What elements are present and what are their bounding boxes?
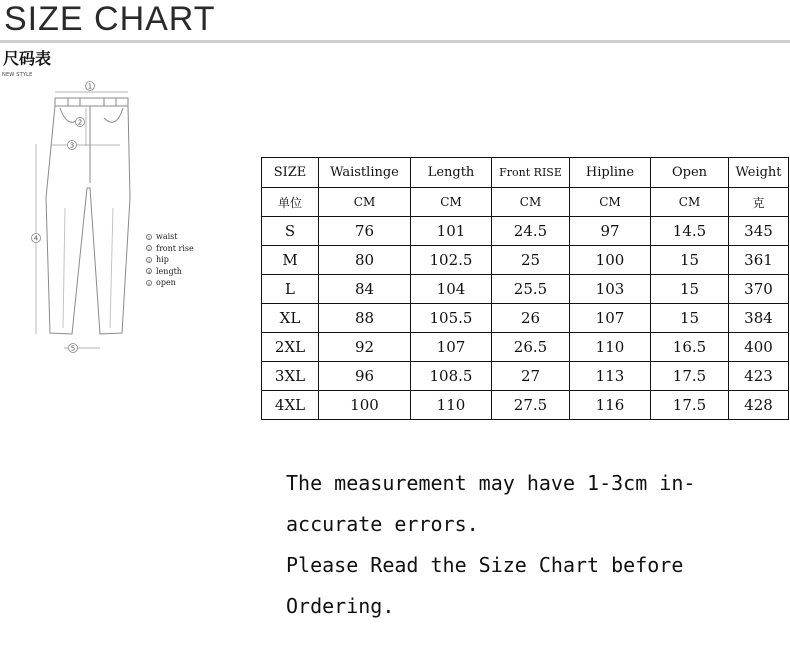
table-cell: 423 bbox=[729, 362, 789, 391]
chinese-subtitle: 尺码表 bbox=[3, 49, 52, 68]
legend-label: open bbox=[156, 278, 176, 287]
table-cell: 80 bbox=[319, 246, 411, 275]
table-cell: 27 bbox=[492, 362, 570, 391]
table-units-row bbox=[262, 188, 789, 217]
legend-label: hip bbox=[156, 255, 169, 264]
legend-label: length bbox=[156, 266, 182, 276]
unit-cell: CM bbox=[570, 188, 651, 217]
note-line: accurate errors. bbox=[286, 512, 479, 536]
table-cell: 400 bbox=[729, 333, 789, 362]
table-cell: 92 bbox=[319, 333, 411, 362]
table-cell: 97 bbox=[570, 217, 651, 246]
column-header: Hipline bbox=[570, 158, 651, 188]
column-header: Open bbox=[651, 158, 729, 188]
table-cell: 384 bbox=[729, 304, 789, 333]
column-header: SIZE bbox=[262, 158, 319, 188]
legend-marker-icon: 4 bbox=[147, 269, 151, 275]
table-cell: 361 bbox=[729, 246, 789, 275]
table-cell: 113 bbox=[570, 362, 651, 391]
table-cell: 4XL bbox=[262, 391, 319, 420]
table-cell: 116 bbox=[570, 391, 651, 420]
table-cell: 3XL bbox=[262, 362, 319, 391]
table-cell: 110 bbox=[570, 333, 651, 362]
table-cell: M bbox=[262, 246, 319, 275]
column-header: Length bbox=[411, 158, 492, 188]
table-cell: 15 bbox=[651, 304, 729, 333]
table-cell: 25.5 bbox=[492, 275, 570, 304]
note-line: The measurement may have 1-3cm in- bbox=[286, 471, 696, 495]
table-row bbox=[262, 275, 789, 304]
table-row bbox=[262, 246, 789, 275]
svg-text:5: 5 bbox=[70, 344, 76, 353]
table-cell: 2XL bbox=[262, 333, 319, 362]
table-cell: 88 bbox=[319, 304, 411, 333]
pants-diagram bbox=[20, 78, 145, 360]
table-cell: 107 bbox=[411, 333, 492, 362]
table-cell: 102.5 bbox=[411, 246, 492, 275]
legend-label: front rise bbox=[156, 243, 194, 253]
title-divider bbox=[0, 40, 790, 43]
svg-text:1: 1 bbox=[87, 82, 93, 91]
size-table bbox=[261, 157, 789, 420]
table-row bbox=[262, 391, 789, 420]
unit-cell: CM bbox=[492, 188, 570, 217]
table-cell: 96 bbox=[319, 362, 411, 391]
legend-item-front-rise bbox=[146, 243, 194, 255]
table-cell: 76 bbox=[319, 217, 411, 246]
measurement-note bbox=[286, 467, 695, 631]
pants-waistband bbox=[55, 98, 128, 106]
legend-marker-icon: 3 bbox=[147, 257, 151, 263]
note-line: Ordering. bbox=[286, 594, 395, 618]
page-title: SIZE CHART bbox=[4, 0, 216, 38]
table-cell: XL bbox=[262, 304, 319, 333]
table-row bbox=[262, 217, 789, 246]
table-cell: 110 bbox=[411, 391, 492, 420]
legend-marker-icon: 2 bbox=[147, 246, 151, 252]
table-header-row bbox=[262, 158, 789, 188]
table-cell: 15 bbox=[651, 275, 729, 304]
unit-cell: CM bbox=[411, 188, 492, 217]
legend-item-length bbox=[146, 266, 194, 278]
table-cell: 16.5 bbox=[651, 333, 729, 362]
unit-cell: CM bbox=[319, 188, 411, 217]
legend-item-waist bbox=[146, 231, 194, 243]
legend-marker-icon: 5 bbox=[147, 280, 151, 286]
table-cell: 370 bbox=[729, 275, 789, 304]
table-row bbox=[262, 333, 789, 362]
table-cell: 26.5 bbox=[492, 333, 570, 362]
measurement-legend bbox=[146, 231, 194, 289]
table-cell: 101 bbox=[411, 217, 492, 246]
table-cell: 17.5 bbox=[651, 362, 729, 391]
style-tag: NEW STYLE bbox=[2, 72, 33, 78]
column-header: Waistlinge bbox=[319, 158, 411, 188]
table-cell: 345 bbox=[729, 217, 789, 246]
table-cell: 428 bbox=[729, 391, 789, 420]
table-row bbox=[262, 362, 789, 391]
note-line: Please Read the Size Chart before bbox=[286, 553, 684, 577]
table-cell: 105.5 bbox=[411, 304, 492, 333]
table-cell: S bbox=[262, 217, 319, 246]
legend-marker-icon: 1 bbox=[147, 234, 151, 240]
legend-label: waist bbox=[156, 232, 178, 241]
table-cell: 26 bbox=[492, 304, 570, 333]
svg-text:4: 4 bbox=[33, 234, 39, 243]
legend-item-hip bbox=[146, 254, 194, 266]
table-cell: 14.5 bbox=[651, 217, 729, 246]
table-cell: 104 bbox=[411, 275, 492, 304]
table-cell: 24.5 bbox=[492, 217, 570, 246]
table-cell: 108.5 bbox=[411, 362, 492, 391]
table-cell: 25 bbox=[492, 246, 570, 275]
table-cell: 84 bbox=[319, 275, 411, 304]
table-cell: 17.5 bbox=[651, 391, 729, 420]
table-cell: 103 bbox=[570, 275, 651, 304]
table-row bbox=[262, 304, 789, 333]
unit-cell: 克 bbox=[729, 188, 789, 217]
table-cell: 15 bbox=[651, 246, 729, 275]
unit-cell: 单位 bbox=[262, 188, 319, 217]
table-cell: 107 bbox=[570, 304, 651, 333]
legend-item-open bbox=[146, 277, 194, 289]
table-cell: 27.5 bbox=[492, 391, 570, 420]
pants-outline bbox=[46, 106, 130, 334]
svg-text:3: 3 bbox=[69, 141, 75, 150]
unit-cell: CM bbox=[651, 188, 729, 217]
svg-text:2: 2 bbox=[77, 118, 83, 127]
table-cell: 100 bbox=[570, 246, 651, 275]
table-cell: 100 bbox=[319, 391, 411, 420]
table-cell: L bbox=[262, 275, 319, 304]
column-header: Front RISE bbox=[492, 158, 570, 188]
column-header: Weight bbox=[729, 158, 789, 188]
